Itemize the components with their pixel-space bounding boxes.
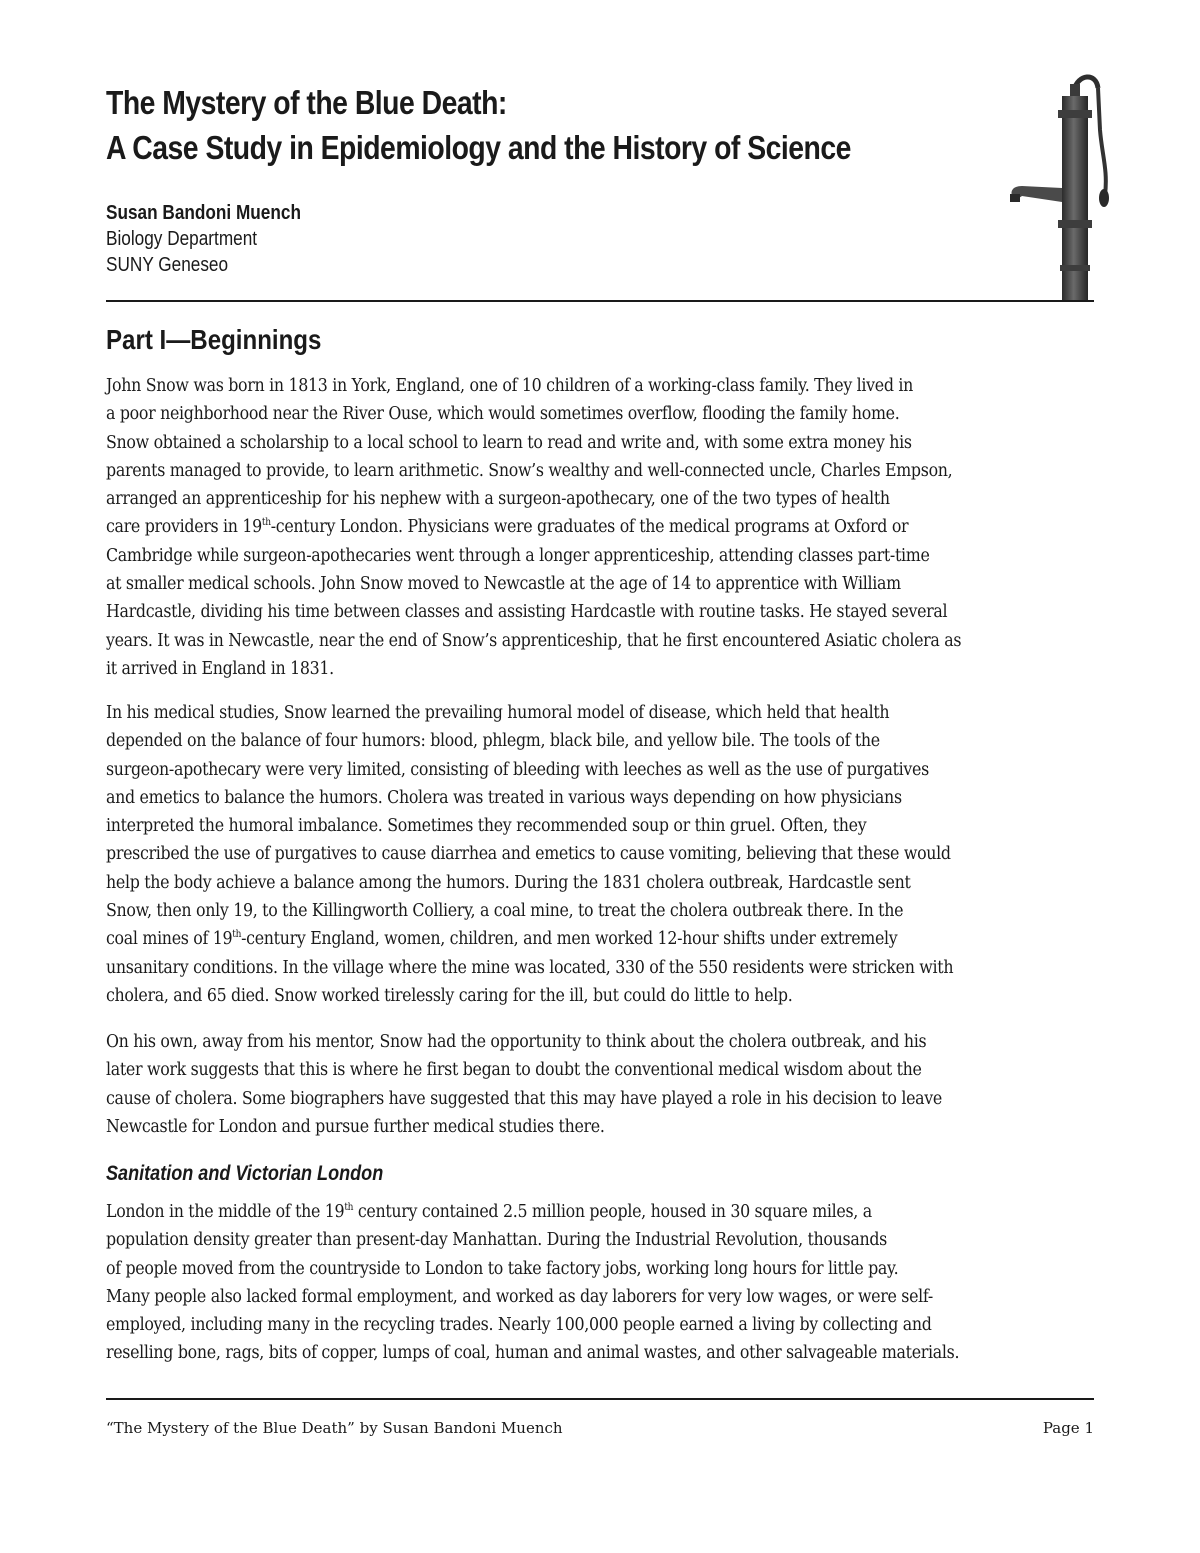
page-number: Page 1 — [1042, 1419, 1094, 1437]
title-line-2: A Case Study in Epidemiology and the History of Science — [106, 129, 851, 166]
water-pump-illustration — [1008, 70, 1113, 300]
author-institution: SUNY Geneseo — [106, 254, 229, 276]
author-name: Susan Bandoni Muench — [106, 202, 301, 224]
text-line: arranged an apprenticeship for his nephew with a surgeon-apothecary, one of the two types of health — [106, 489, 890, 510]
text-line: Many people also lacked formal employment, and worked as day laborers for very low wages, or were self- — [106, 1286, 933, 1307]
text-line: parents managed to provide, to learn arithmetic. Snow’s wealthy and well-connected uncle, Charles Empson, — [106, 460, 953, 481]
text-line: Snow obtained a scholarship to a local school to learn to read and write and, with some extra money his — [106, 432, 912, 453]
text-line: a poor neighborhood near the River Ouse, which would sometimes overflow, flooding the family home. — [106, 404, 900, 425]
text-line: coal mines of 19th-century England, women, children, and men worked 12-hour shifts under extremely — [106, 929, 898, 950]
text-line: Hardcastle, dividing his time between classes and assisting Hardcastle with routine tasks. He stayed several — [106, 602, 948, 623]
text-line: cholera, and 65 died. Snow worked tirelessly caring for the ill, but could do little to help. — [106, 985, 793, 1006]
document-title — [106, 80, 1006, 170]
subsection-heading: Sanitation and Victorian London — [106, 1162, 384, 1185]
text-line: John Snow was born in 1813 in York, England, one of 10 children of a working-class family. They lived in — [106, 376, 914, 396]
footer-divider — [106, 1398, 1094, 1400]
text-line: years. It was in Newcastle, near the end of Snow’s apprenticeship, that he first encountered Asiatic cholera as — [106, 630, 962, 651]
text-line: Newcastle for London and pursue further medical studies there. — [106, 1116, 605, 1137]
text-line: help the body achieve a balance among the humors. During the 1831 cholera outbreak, Hardcastle sent — [106, 872, 911, 893]
text-line: In his medical studies, Snow learned the prevailing humoral model of disease, which held that health — [106, 703, 890, 723]
text-line: surgeon-apothecary were very limited, consisting of bleeding with leeches as well as the use of purgatives — [106, 759, 929, 780]
text-line: unsanitary conditions. In the village where the mine was located, 330 of the 550 residents were stricken with — [106, 957, 954, 978]
footer-citation: “The Mystery of the Blue Death” by Susan Bandoni Muench — [106, 1419, 563, 1437]
text-line: it arrived in England in 1831. — [106, 658, 334, 679]
text-line: On his own, away from his mentor, Snow had the opportunity to think about the cholera outbreak, and his — [106, 1032, 927, 1052]
text-line: cause of cholera. Some biographers have suggested that this may have played a role in his decision to leave — [106, 1088, 942, 1109]
text-line: depended on the balance of four humors: blood, phlegm, black bile, and yellow bile. The tools of the — [106, 731, 880, 752]
author-department: Biology Department — [106, 228, 258, 250]
paragraph-4 — [106, 1198, 1106, 1368]
text-line: of people moved from the countryside to London to take factory jobs, working long hours for little pay. — [106, 1258, 899, 1279]
text-line: Snow, then only 19, to the Killingworth Colliery, a coal mine, to treat the cholera outbreak there. In the — [106, 901, 904, 922]
paragraph-1 — [106, 372, 1106, 683]
text-line: London in the middle of the 19th century contained 2.5 million people, housed in 30 square miles, a — [106, 1202, 872, 1222]
text-line: at smaller medical schools. John Snow moved to Newcastle at the age of 14 to apprentice with William — [106, 574, 901, 595]
paragraph-2 — [106, 699, 1106, 1010]
section-heading: Part I—Beginnings — [106, 324, 322, 355]
text-line: reselling bone, rags, bits of copper, lumps of coal, human and animal wastes, and other salvageable materials. — [106, 1343, 960, 1364]
text-line: care providers in 19th-century London. Physicians were graduates of the medical programs at Oxford or — [106, 517, 909, 538]
text-line: later work suggests that this is where he first began to doubt the conventional medical wisdom about the — [106, 1060, 922, 1081]
text-line: Cambridge while surgeon-apothecaries went through a longer apprenticeship, attending classes part-time — [106, 545, 930, 566]
text-line: interpreted the humoral imbalance. Sometimes they recommended soup or thin gruel. Often, they — [106, 816, 867, 837]
header-divider — [106, 300, 1094, 302]
author-block — [106, 200, 333, 278]
text-line: and emetics to balance the humors. Cholera was treated in various ways depending on how physicians — [106, 787, 902, 808]
title-line-1: The Mystery of the Blue Death: — [106, 84, 507, 121]
text-line: population density greater than present-day Manhattan. During the Industrial Revolution, thousands — [106, 1230, 888, 1251]
paragraph-3 — [106, 1028, 1106, 1141]
text-line: prescribed the use of purgatives to cause diarrhea and emetics to cause vomiting, believing that these would — [106, 844, 951, 865]
text-line: employed, including many in the recycling trades. Nearly 100,000 people earned a living by collecting and — [106, 1315, 932, 1336]
